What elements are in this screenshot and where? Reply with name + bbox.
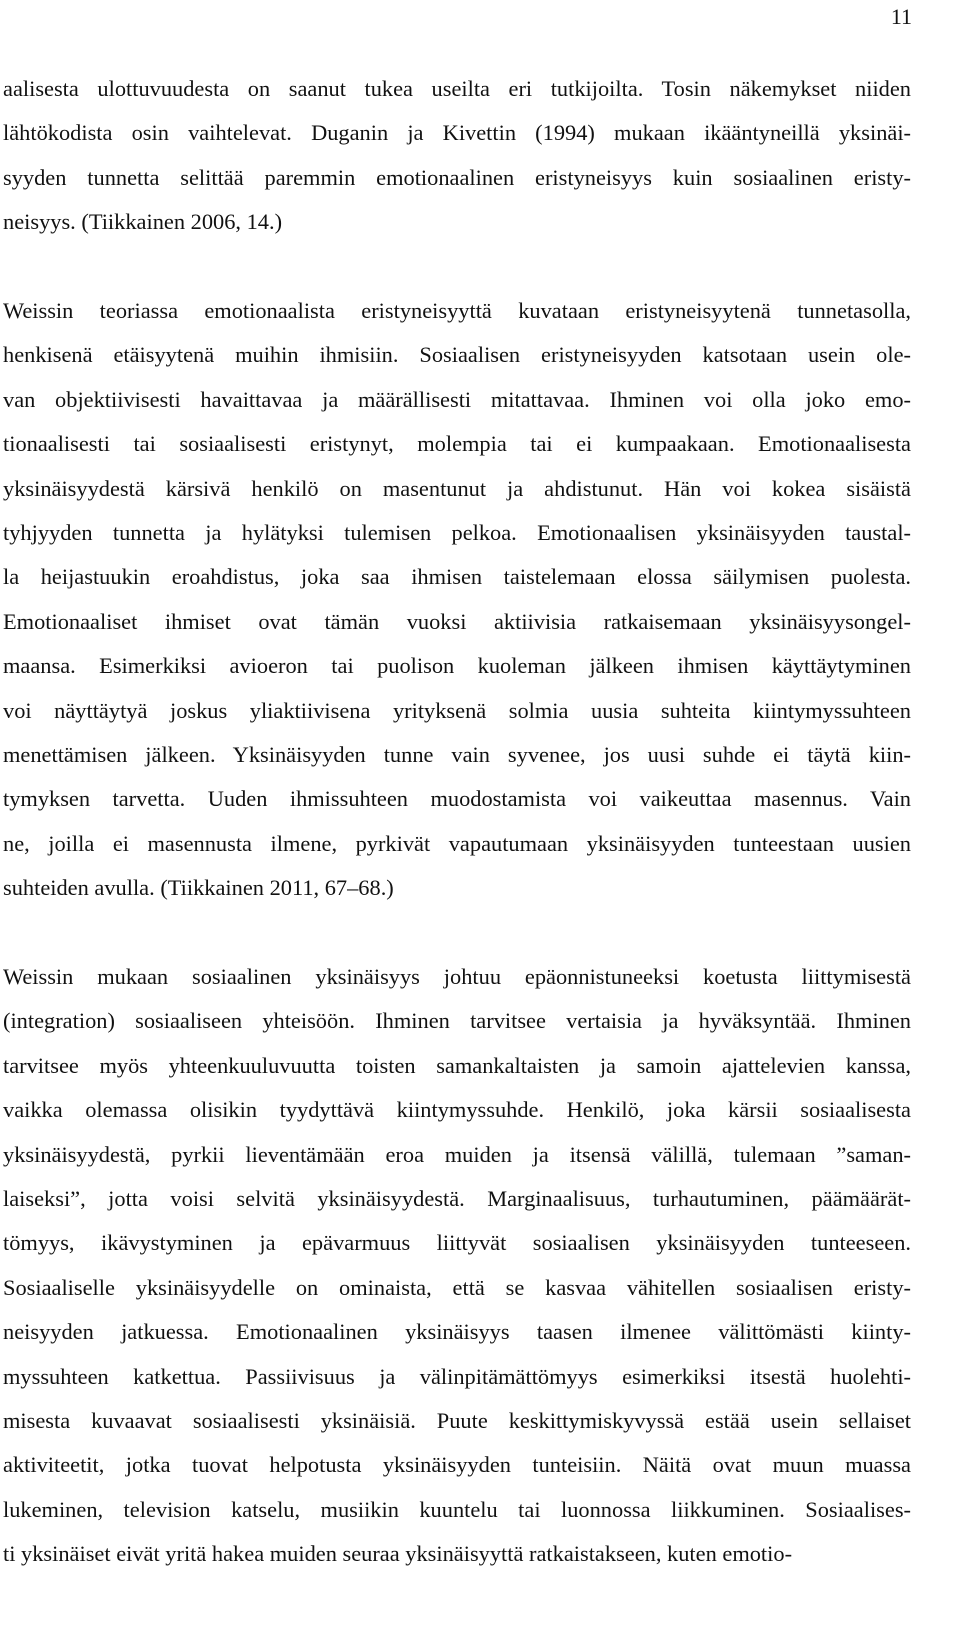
text-line: tymyksen tarvetta. Uuden ihmissuhteen muodostamista voi vaikeuttaa masennus. Vain: [3, 786, 911, 812]
text-line: voi näyttäytyä joskus yliaktiivisena yrityksenä solmia uusia suhteita kiintymyssuhteen: [3, 697, 911, 723]
text-line: laiseksi”, jotta voisi selvitä yksinäisyydestä. Marginaalisuus, turhautuminen, päämäärät-: [3, 1186, 911, 1211]
text-line: neisyyden jatkuessa. Emotionaalinen yksinäisyys taasen ilmenee välittömästi kiinty-: [3, 1319, 911, 1345]
text-line: maansa. Esimerkiksi avioeron tai puolison kuoleman jälkeen ihmisen käyttäytyminen: [3, 653, 911, 679]
text-line: henkisenä etäisyytenä muihin ihmisiin. Sosiaalisen eristyneisyyden katsotaan usein ole-: [3, 342, 911, 368]
text-line: menettämisen jälkeen. Yksinäisyyden tunne vain syvenee, jos uusi suhde ei täytä kiin-: [3, 742, 911, 767]
text-line: ne, joilla ei masennusta ilmene, pyrkivät vapautumaan yksinäisyyden tunteestaan uusien: [3, 830, 911, 856]
text-line: Sosiaaliselle yksinäisyydelle on ominaista, että se kasvaa vähitellen sosiaalisen eristy-: [3, 1274, 911, 1300]
text-line: Weissin teoriassa emotionaalista eristyneisyyttä kuvataan eristyneisyytenä tunnetasolla,: [3, 298, 911, 323]
text-line: lähtökodista osin vaihtelevat. Duganin ja Kivettin (1994) mukaan ikääntyneillä yksinäi-: [3, 120, 911, 146]
text-line: Weissin mukaan sosiaalinen yksinäisyys johtuu epäonnistuneeksi koetusta liittymisestä: [3, 964, 911, 989]
text-line: syyden tunnetta selittää paremmin emotionaalinen eristyneisyys kuin sosiaalinen eristy-: [3, 164, 911, 190]
text-line: (integration) sosiaaliseen yhteisöön. Ihminen tarvitsee vertaisia ja hyväksyntää. Ihminen: [3, 1008, 911, 1034]
text-line: suhteiden avulla. (Tiikkainen 2011, 67–68.): [3, 875, 394, 901]
text-line: neisyys. (Tiikkainen 2006, 14.): [3, 209, 283, 235]
text-line: la heijastuukin eroahdistus, joka saa ihmisen taistelemaan elossa säilymisen puolesta.: [3, 564, 911, 590]
text-line: tionaalisesti tai sosiaalisesti eristynyt, molempia tai ei kumpaakaan. Emotionaalisesta: [3, 431, 911, 457]
text-line: tömyys, ikävystyminen ja epävarmuus liittyvät sosiaalisen yksinäisyyden tunteeseen.: [3, 1230, 911, 1256]
text-line: ti yksinäiset eivät yritä hakea muiden seuraa yksinäisyyttä ratkaistakseen, kuten emotio-: [3, 1541, 793, 1567]
text-line: vaikka olemassa olisikin tyydyttävä kiintymyssuhde. Henkilö, joka kärsii sosiaalisesta: [3, 1097, 911, 1123]
text-line: misesta kuvaavat sosiaalisesti yksinäisiä. Puute keskittymiskyvyssä estää usein sellaiset: [3, 1408, 911, 1433]
text-line: myssuhteen katkettua. Passiivisuus ja välinpitämättömyys esimerkiksi itsestä huolehti-: [3, 1363, 911, 1389]
text-line: Emotionaaliset ihmiset ovat tämän vuoksi aktiivisia ratkaisemaan yksinäisyysongel-: [3, 608, 911, 634]
text-line: yksinäisyydestä kärsivä henkilö on masentunut ja ahdistunut. Hän voi kokea sisäistä: [3, 475, 911, 501]
text-line: lukeminen, television katselu, musiikin kuuntelu tai luonnossa liikkuminen. Sosiaalises-: [3, 1496, 911, 1522]
text-line: tarvitsee myös yhteenkuuluvuutta toisten samankaltaisten ja samoin ajattelevien kanssa,: [3, 1052, 911, 1078]
text-line: tyhjyyden tunnetta ja hylätyksi tulemisen pelkoa. Emotionaalisen yksinäisyyden taustal-: [3, 520, 911, 545]
text-line: van objektiivisesti havaittavaa ja määrällisesti mitattavaa. Ihminen voi olla joko emo-: [3, 386, 911, 412]
text-line: aktiviteetit, jotka tuovat helpotusta yksinäisyyden tunteisiin. Näitä ovat muun muassa: [3, 1452, 911, 1478]
page-number: 11: [890, 4, 912, 29]
text-line: yksinäisyydestä, pyrkii lieventämään eroa muiden ja itsensä välillä, tulemaan ”saman-: [3, 1141, 911, 1167]
text-line: aalisesta ulottuvuudesta on saanut tukea useilta eri tutkijoilta. Tosin näkemykset niiden: [3, 76, 911, 101]
